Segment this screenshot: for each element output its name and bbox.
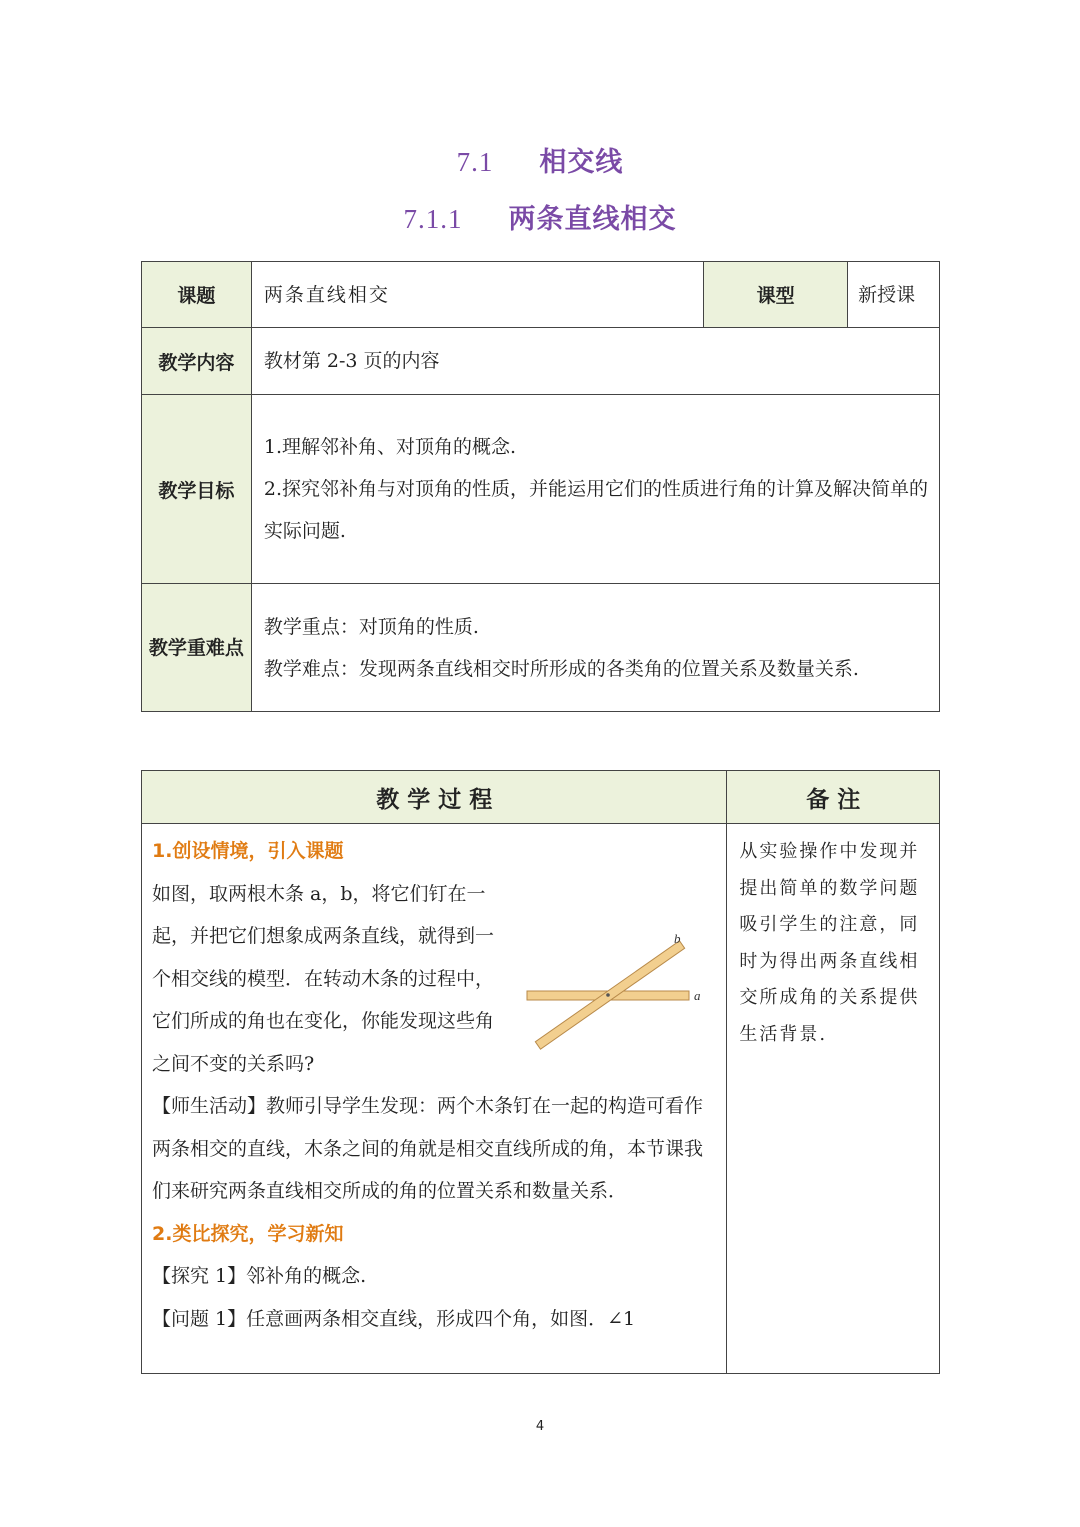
label-b: b <box>674 930 681 946</box>
topic-label: 课题 <box>142 262 252 328</box>
lesson-info-table <box>141 261 940 712</box>
topic-value: 两条直线相交 <box>251 262 703 328</box>
goals-cell <box>251 395 939 584</box>
nail-icon <box>606 993 610 997</box>
intro-block <box>152 873 717 1086</box>
wood-sticks-figure <box>522 931 712 1061</box>
process-cell <box>142 824 727 1374</box>
question1-text: 【问题 1】任意画两条相交直线，形成四个角，如图．∠1 <box>152 1307 636 1330</box>
section2-heading: 2.类比探究，学习新知 <box>152 1222 344 1245</box>
section-name: 相交线 <box>539 147 624 178</box>
content-value: 教材第 2-3 页的内容 <box>251 328 939 395</box>
explore1-text: 【探究 1】邻补角的概念. <box>152 1265 367 1287</box>
intro-text: 如图，取两根木条 a，b，将它们钉在一起，并把它们想象成两条直线，就得到一个相交线的模型．在转动木条的过程中，它们所成的角也在变化，你能发现这些角之间不变的关系吗? <box>152 882 495 1075</box>
focus-item: 教学重点：对顶角的性质. <box>263 615 479 638</box>
focus-item: 教学难点：发现两条直线相交时所形成的各类角的位置关系及数量关系. <box>263 657 859 680</box>
page-number: 4 <box>535 1419 545 1434</box>
focus-label: 教学重难点 <box>142 584 252 712</box>
section1-heading: 1.创设情境，引入课题 <box>152 840 344 862</box>
content-label: 教学内容 <box>142 328 252 395</box>
section-title <box>0 140 1080 179</box>
subsection-title <box>0 197 1080 236</box>
focus-cell <box>251 584 939 712</box>
process-header: 教 学 过 程 <box>142 771 727 824</box>
goals-label: 教学目标 <box>142 395 252 584</box>
activity-text: 【师生活动】教师引导学生发现：两个木条钉在一起的构造可看作两条相交的直线，木条之间的角就是相交直线所成的角，本节课我们来研究两条直线相交所成的角的位置关系和数量关系． <box>152 1095 704 1202</box>
notes-header: 备 注 <box>727 771 940 824</box>
note-cell: 从实验操作中发现并提出简单的数学问题吸引学生的注意，同时为得出两条直线相交所成角的关系提供生活背景. <box>727 824 940 1374</box>
subsection-name: 两条直线相交 <box>508 204 677 235</box>
subsection-number: 7.1.1 <box>403 204 463 234</box>
type-value: 新授课 <box>848 262 940 328</box>
goal-item: 1.理解邻补角、对顶角的概念. <box>263 436 517 458</box>
goal-item: 2.探究邻补角与对顶角的性质，并能运用它们的性质进行角的计算及解决简单的实际问题. <box>263 478 928 542</box>
label-a: a <box>694 987 701 1003</box>
section-number: 7.1 <box>456 147 494 177</box>
type-label: 课型 <box>704 262 848 328</box>
teaching-process-table <box>141 770 940 1374</box>
